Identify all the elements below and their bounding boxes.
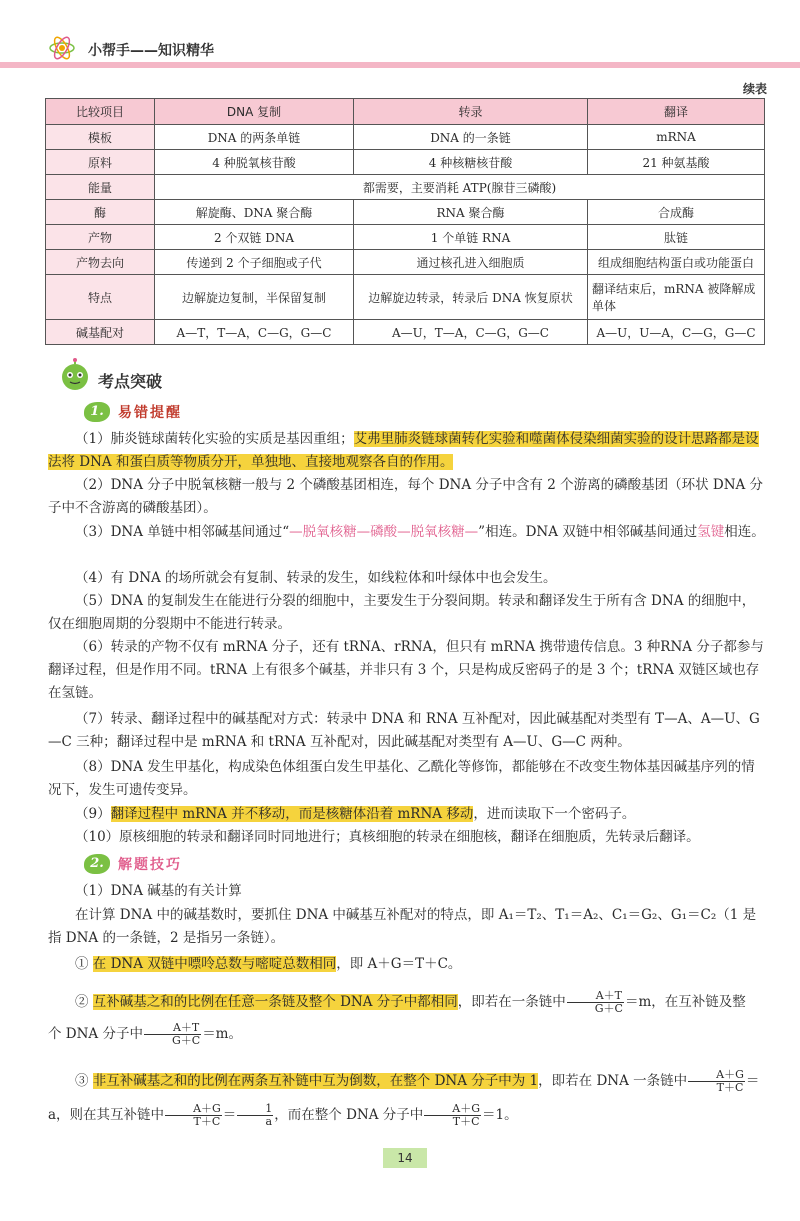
table-row [46,200,765,225]
paragraph-2: （2）DNA 分子中脱氧核糖一般与 2 个磷酸基团相连，每个 DNA 分子中含有 2 个游离的磷酸基团（环状 DNA 分子中不含游离的磷酸基团）。 [48,477,764,516]
continued-label: 续表 [742,82,767,96]
table-cell: 2 个双链 DNA [155,225,354,250]
fraction: $\frac{A+G}{T+C}$ [688,1069,745,1094]
table-header-row [46,99,765,125]
row-label: 特点 [46,275,155,320]
highlighted-text: 非互补碱基之和的比例在两条互补链中互为倒数，在整个 DNA 分子中为 1 [92,1073,539,1089]
page-header [0,0,800,70]
header-title: 小帮手——知识精华 [88,43,214,59]
paragraph-3: （3）DNA 单链中相邻碱基间通过“—脱氧核糖—磷酸—脱氧核糖—”相连。DNA 双链中相邻碱基间通过氢键相连。 [75,524,765,540]
fraction: $\frac{A+G}{T+C}$ [165,1103,222,1128]
table-row [46,125,765,150]
fraction: $\frac{A+T}{G+C}$ [567,990,624,1015]
table-cell: DNA 的一条链 [354,125,588,150]
highlighted-text: 互补碱基之和的比例在任意一条链及整个 DNA 分子中都相同 [92,994,458,1010]
table-cell: 边解旋边复制，半保留复制 [155,275,354,320]
table-cell: mRNA [588,125,765,150]
paragraph-1: （1）肺炎链球菌转化实验的实质是基因重组；艾弗里肺炎链球菌转化实验和噬菌体侵染细菌实验的设计思路都是设法将 DNA 和蛋白质等物质分开，单独地、直接地观察各自的作用。 [48,431,759,470]
fraction: $\frac{A+T}{G+C}$ [144,1022,201,1047]
paragraph-7: （7）转录、翻译过程中的碱基配对方式：转录中 DNA 和 RNA 互补配对，因此碱基配对类型有 T—A、A—U、G—C 三种；翻译过程中是 mRNA 和 tRNA 互补配对，因此碱基配对类型有 A—U、G—C 两种。 [48,711,760,750]
table-cell: DNA 的两条单链 [155,125,354,150]
table-row [46,320,765,345]
table-header-cell: 比较项目 [46,99,155,125]
table-cell: 肽链 [588,225,765,250]
table-row [46,225,765,250]
table-cell: 通过核孔进入细胞质 [354,250,588,275]
pink-text: —脱氧核糖—磷酸—脱氧核糖— [289,524,479,540]
table-cell: 4 种核糖核苷酸 [354,150,588,175]
row-label: 产物去向 [46,250,155,275]
table-cell: RNA 聚合酶 [354,200,588,225]
comparison-table [45,98,765,345]
paragraph-8: （8）DNA 发生甲基化，构成染色体组蛋白发生甲基化、乙酰化等修饰，都能够在不改变生物体基因碱基序列的情况下，发生可遗传变异。 [48,759,755,798]
paragraph-6: （6）转录的产物不仅有 mRNA 分子，还有 tRNA、rRNA，但只有 mRNA 携带遗传信息。3 种RNA 分子都参与翻译过程，但是作用不同。tRNA 上有很多个碱基，并非只有 3 个，只是构成反密码子的是 3 个；tRNA 双链区域也存在氢链。 [48,639,764,701]
row-label: 产物 [46,225,155,250]
subsection-number: 2. [84,854,110,874]
table-cell: 21 种氨基酸 [588,150,765,175]
calc-heading: （1）DNA 碱基的有关计算 [75,883,242,899]
table-cell: A—U，U—A，C—G，G—C [588,320,765,345]
table-header-cell: 翻译 [588,99,765,125]
table-header-cell: 转录 [354,99,588,125]
subsection-number: 1. [84,402,110,422]
table-cell: 合成酶 [588,200,765,225]
rule-1: ① 在 DNA 双链中嘌呤总数与嘧啶总数相同，即 A＋G＝T＋C。 [75,956,462,972]
table-cell: A—U，T—A，C—G，G—C [354,320,588,345]
page-number: 14 [383,1148,427,1168]
table-cell: 边解旋边转录，转录后 DNA 恢复原状 [354,275,588,320]
header-band [0,62,800,68]
table-cell: 解旋酶、DNA 聚合酶 [155,200,354,225]
row-label: 酶 [46,200,155,225]
row-label: 碱基配对 [46,320,155,345]
paragraph-10: （10）原核细胞的转录和翻译同时同地进行；真核细胞的转录在细胞核，翻译在细胞质，先转录后翻译。 [75,829,700,845]
pink-text: 氢键 [697,524,725,540]
row-label: 能量 [46,175,155,200]
highlighted-text: 艾弗里肺炎链球菌转化实验和噬菌体侵染细菌实验的设计思路都是设法将 DNA 和蛋白质等物质分开，单独地、直接地观察各自的作用。 [48,431,759,470]
mascot-icon [58,358,92,392]
paragraph-9: （9）翻译过程中 mRNA 并不移动，而是核糖体沿着 mRNA 移动，进而读取下一个密码子。 [75,806,636,822]
table-cell: 4 种脱氧核苷酸 [155,150,354,175]
table-cell: 翻译结束后，mRNA 被降解成单体 [588,275,765,320]
table-cell: 组成细胞结构蛋白或功能蛋白 [588,250,765,275]
table-header-cell: DNA 复制 [155,99,354,125]
section-title: 考点突破 [98,372,163,391]
fraction: $\frac{1}{a}$ [237,1103,273,1128]
paragraph-4: （4）有 DNA 的场所就会有复制、转录的发生，如线粒体和叶绿体中也会发生。 [75,570,557,586]
table-row [46,175,765,200]
table-cell: 传递到 2 个子细胞或子代 [155,250,354,275]
highlighted-text: 在 DNA 双链中嘌呤总数与嘧啶总数相同 [92,956,337,972]
table-cell: 都需要，主要消耗 ATP(腺苷三磷酸) [155,175,765,200]
rule-2: ② 互补碱基之和的比例在任意一条链及整个 DNA 分子中都相同，即若在一条链中 $\frac{A+T}{G+C}$ ＝m，在互补链及整 个 DNA 分子中 $\frac{A+T}{G+C}$ ＝m。 [48,989,746,1047]
rule-3: ③ 非互补碱基之和的比例在两条互补链中互为倒数，在整个 DNA 分子中为 1，即若在 DNA 一条链中 $\frac{A+G}{T+C}$ ＝ a，则在其互补链中 $\frac{A+G}{T+C}$ ＝ $\frac{1}{a}$ ，而在整个 DNA 分子中 $\frac{A+G}{T+C}$ ＝1。 [48,1068,760,1128]
subsection-title: 易错提醒 [118,405,182,421]
table-row [46,250,765,275]
table-cell: 1 个单链 RNA [354,225,588,250]
table-cell: A—T，T—A，C—G，G—C [155,320,354,345]
highlighted-text: 翻译过程中 mRNA 并不移动，而是核糖体沿着 mRNA 移动 [110,806,474,822]
calc-intro: 在计算 DNA 中的碱基数时，要抓住 DNA 中碱基互补配对的特点，即 A₁＝T₂、T₁＝A₂、C₁＝G₂、G₁＝C₂（1 是指 DNA 的一条链，2 是指另一条链）。 [48,907,757,946]
atom-logo-icon [48,34,76,62]
subsection-title: 解题技巧 [118,857,182,873]
paragraph-5: （5）DNA 的复制发生在能进行分裂的细胞中，主要发生于分裂间期。转录和翻译发生于所有含 DNA 的细胞中，仅在细胞周期的分裂期中不能进行转录。 [48,593,756,632]
table-row [46,150,765,175]
fraction: $\frac{A+G}{T+C}$ [424,1103,481,1128]
row-label: 原料 [46,150,155,175]
table-row [46,275,765,320]
row-label: 模板 [46,125,155,150]
